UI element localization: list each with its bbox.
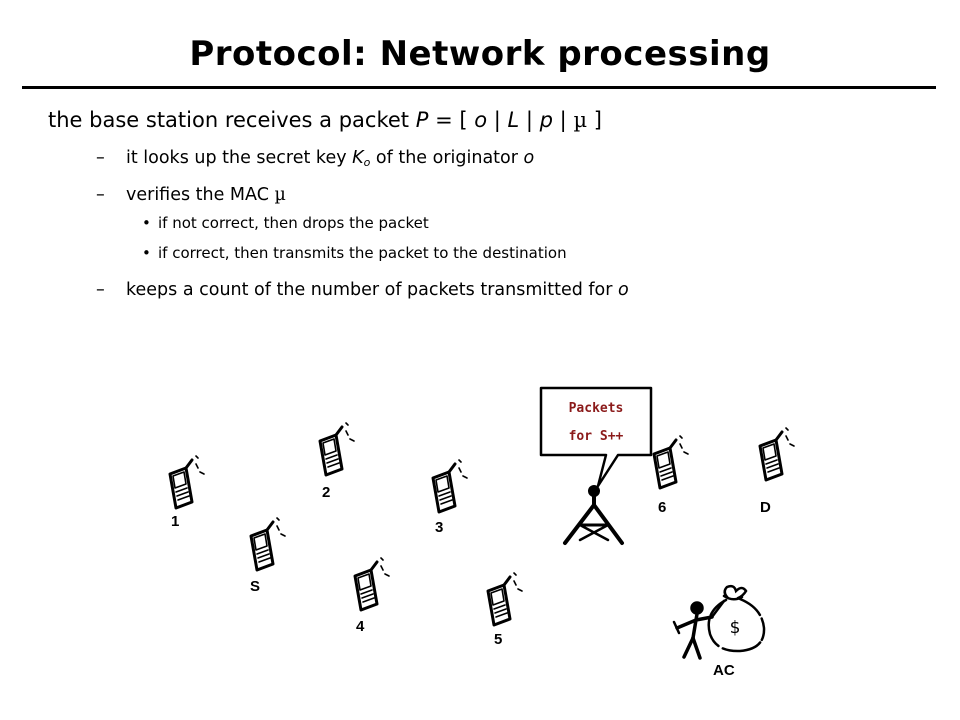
node-label-s: S [250,578,261,595]
bubble-line-1: Packets [568,401,624,416]
formula-p: p [539,108,553,132]
formula-mu: µ [573,108,588,132]
key-K: K [352,148,364,168]
node-label-1: 1 [171,513,180,530]
node-label-d: D [760,499,771,516]
node-label-3: 3 [435,519,444,536]
slide-title: Protocol: Network processing [189,34,771,74]
bubble-line-2: for S++ [568,429,624,444]
phone-icon-s [251,518,285,570]
money-symbol: $ [729,618,741,638]
phone-icon-2 [320,423,354,475]
dash-marker: – [96,280,105,300]
originator-o: o [523,148,535,168]
bullet-dot: • [142,214,151,232]
tower-icon [565,487,622,543]
node-label-6: 6 [658,499,667,516]
dash-marker: – [96,148,105,168]
lookup-text: it looks up the secret key [126,148,353,168]
formula-sep-1: | [487,108,508,132]
phone-icon-6 [654,436,688,488]
node-label-5: 5 [494,631,503,648]
dash-marker: – [96,185,105,205]
phone-icon-d [760,428,794,480]
formula-L: L [507,108,520,132]
formula-close: ] [587,108,602,132]
phone-icon-4 [355,558,389,610]
key-subscript: o [363,156,371,169]
phone-icon-5 [488,573,522,625]
verify-text: verifies the MAC [126,185,275,205]
person-icon [674,601,724,658]
node-label-4: 4 [356,618,365,635]
count-text: keeps a count of the number of packets transmitted for [126,280,619,300]
formula-P: P [415,108,429,132]
verify-mu: µ [274,185,286,205]
not-correct-text: if not correct, then drops the packet [158,214,429,232]
node-label-2: 2 [322,484,331,501]
lookup-mid: of the originator [370,148,524,168]
bullet-main-text: the base station receives a packet [48,108,416,132]
formula-sep-2: | [519,108,540,132]
formula-o: o [474,108,488,132]
formula-open: = [ [428,108,475,132]
node-label-ac: AC [713,662,735,679]
correct-text: if correct, then transmits the packet to the destination [158,244,567,262]
bullet-dot: • [142,244,151,262]
phone-icon-3 [433,460,467,512]
money-bag-icon [709,586,764,651]
count-o: o [618,280,629,300]
formula-sep-3: | [553,108,574,132]
speech-bubble [541,388,651,486]
phone-icon-1 [170,456,204,508]
